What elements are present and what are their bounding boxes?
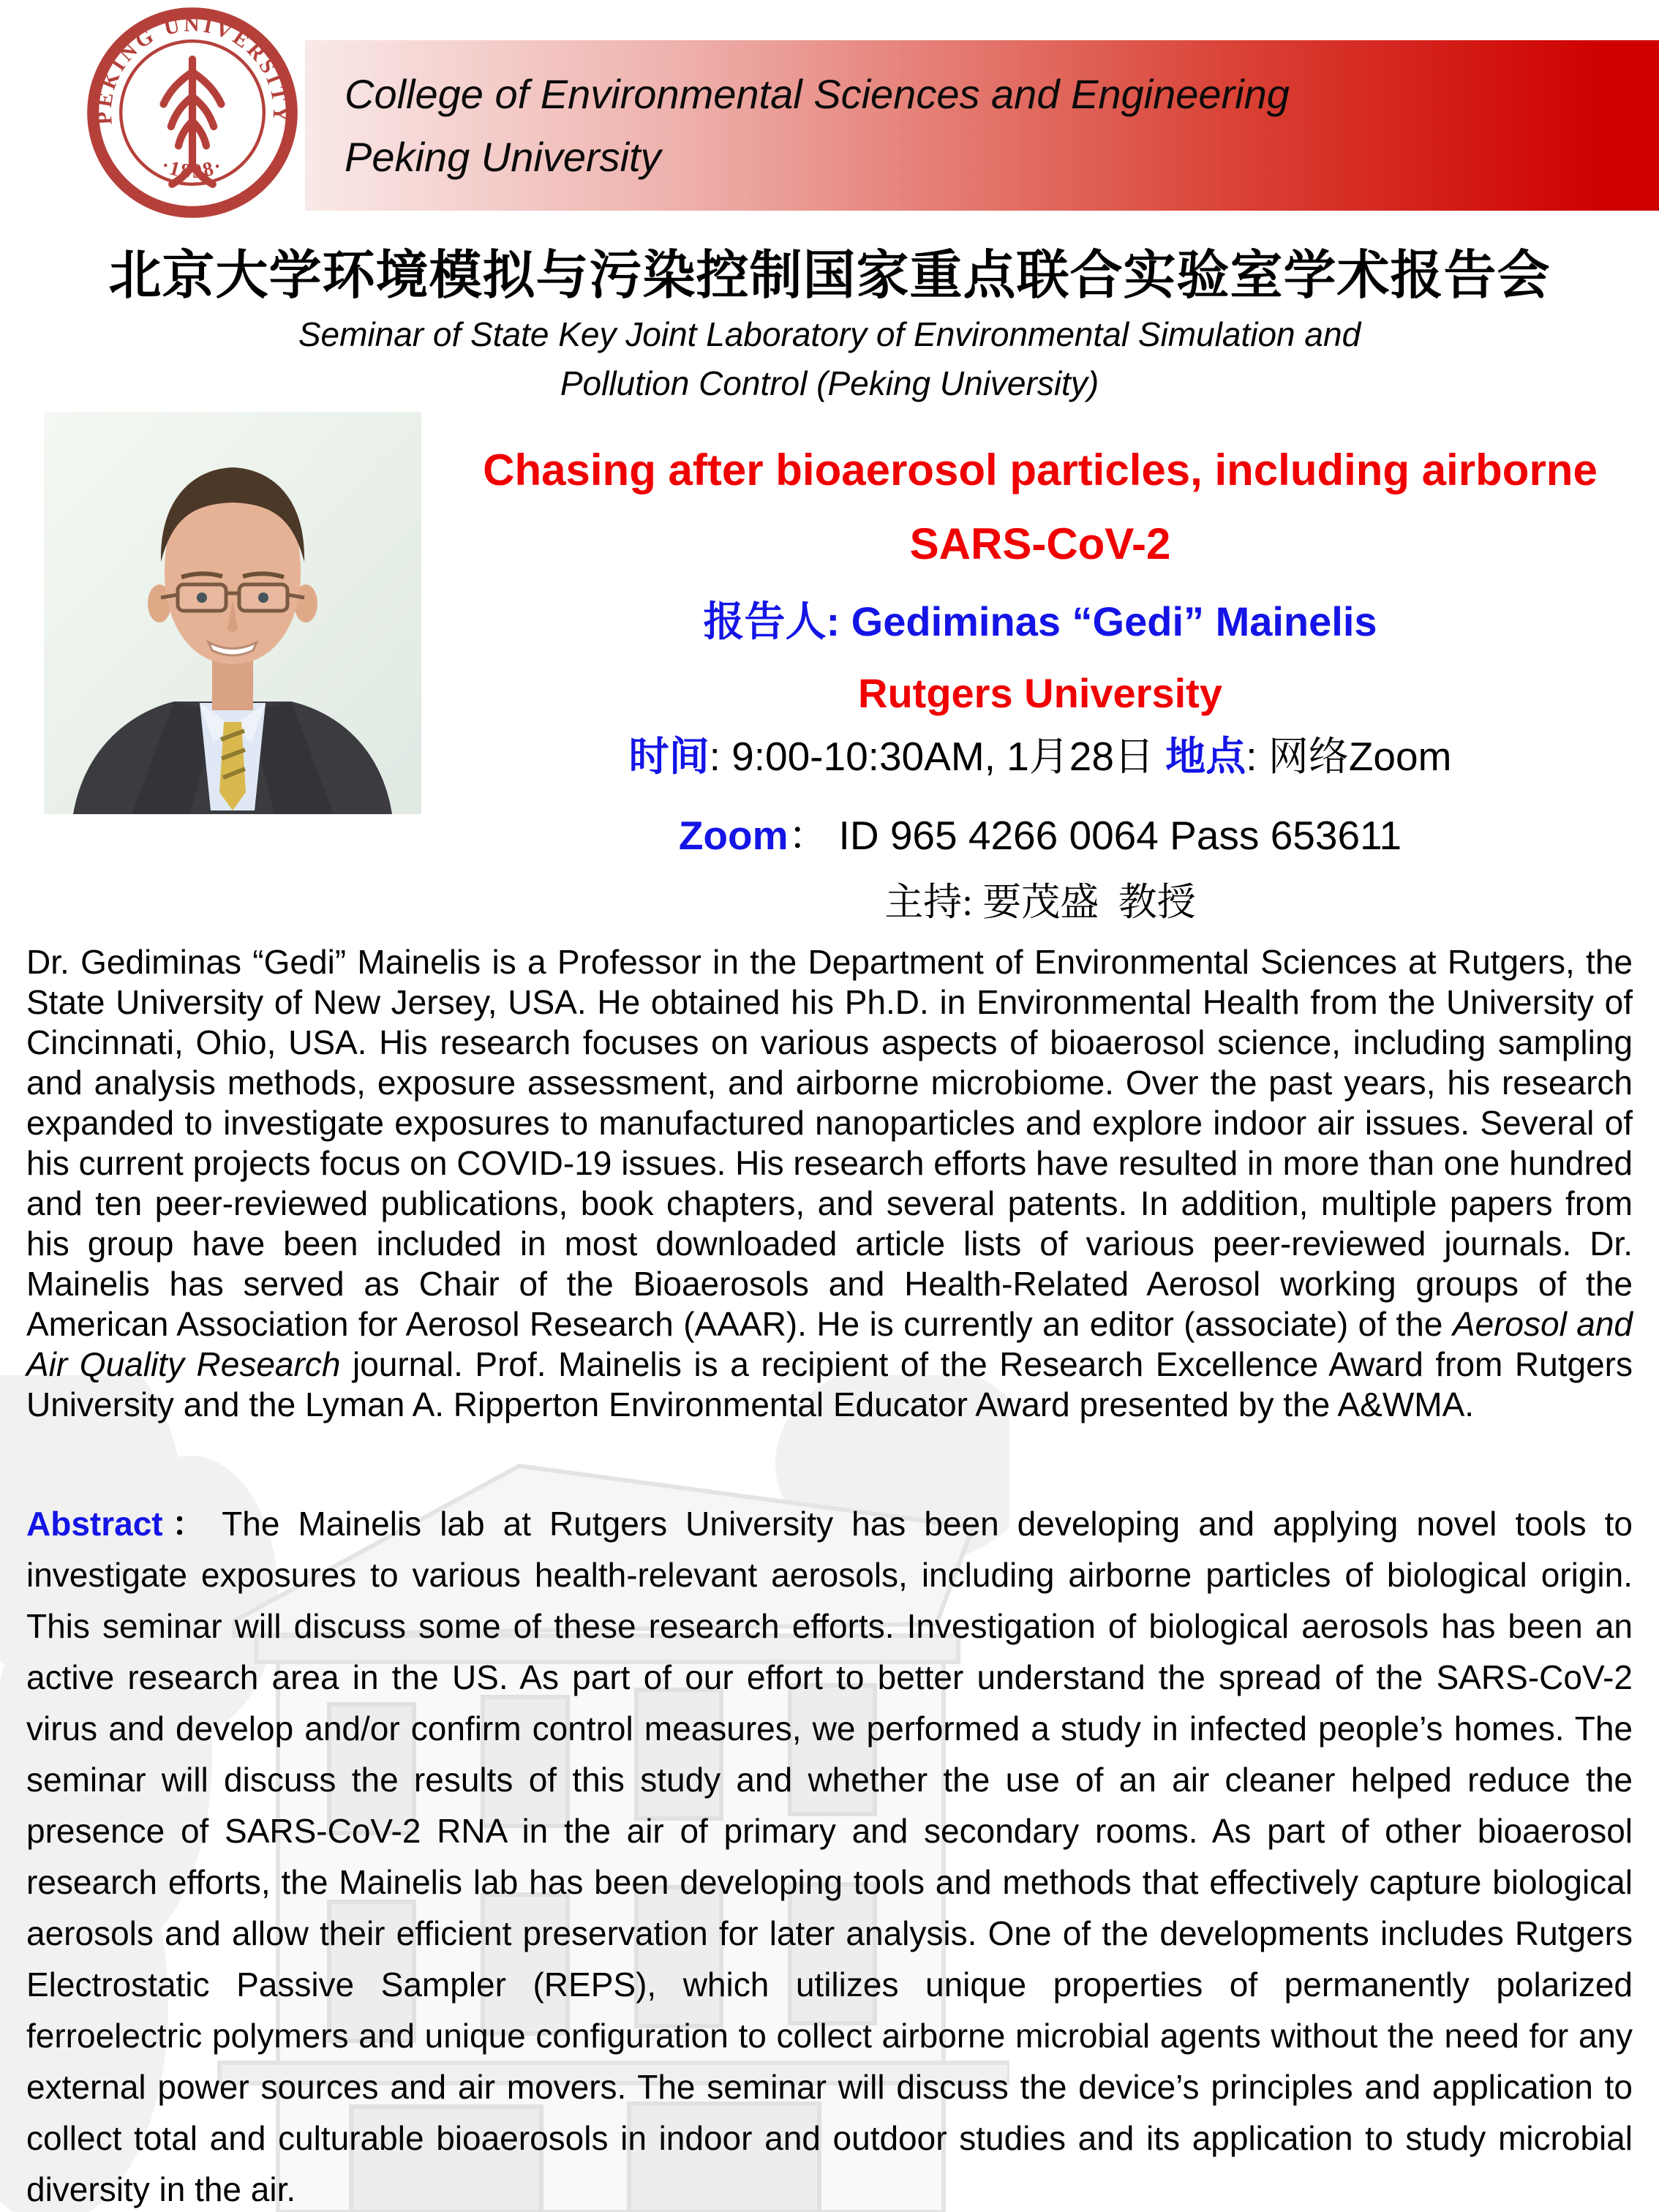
venue-value: : 网络Zoom bbox=[1246, 734, 1452, 779]
banner-college-name: College of Environmental Sciences and Engineering bbox=[345, 70, 1290, 117]
abstract-label: Abstract bbox=[26, 1505, 163, 1543]
bio-text-part2: journal. Prof. Mainelis is a recipient of the Research Excellence Award from Rutgers University and the Lyman A. Ripperton Environmental Educator Award presented by the A&WMA. bbox=[26, 1345, 1633, 1423]
talk-title-line1: Chasing after bioaerosol particles, including airborne bbox=[483, 445, 1598, 494]
seminar-subtitle-en-line1: Seminar of State Key Joint Laboratory of Environmental Simulation and bbox=[298, 315, 1361, 353]
talk-title-line2: SARS-CoV-2 bbox=[909, 519, 1171, 568]
seal-arc-text: PEKING UNIVERSITY bbox=[92, 12, 293, 126]
abstract-colon: ： bbox=[162, 1505, 215, 1543]
speaker-photo bbox=[44, 412, 421, 814]
time-venue-line bbox=[421, 734, 1659, 779]
host-line: 主持: 要茂盛 教授 bbox=[884, 881, 1196, 924]
header-banner bbox=[305, 40, 1659, 211]
time-value: : 9:00-10:30AM, 1月28日 bbox=[709, 734, 1166, 779]
talk-abstract bbox=[26, 1498, 1633, 2212]
seal-year-text: ·1898· bbox=[157, 154, 227, 184]
seminar-title-cn: 北京大学环境模拟与污染控制国家重点联合实验室学术报告会 bbox=[108, 247, 1551, 305]
speaker-line: 报告人: Gediminas “Gedi” Mainelis bbox=[703, 598, 1377, 644]
peking-university-seal-logo bbox=[80, 6, 304, 219]
time-label: 时间 bbox=[628, 734, 710, 779]
zoom-colon: ： bbox=[788, 813, 829, 858]
venue-label: 地点 bbox=[1165, 734, 1246, 779]
zoom-label: Zoom bbox=[678, 813, 789, 858]
zoom-id-pass: ID 965 4266 0064 Pass 653611 bbox=[838, 813, 1402, 858]
zoom-meeting-line bbox=[421, 813, 1659, 858]
speaker-affiliation: Rutgers University bbox=[858, 670, 1222, 716]
banner-university-name: Peking University bbox=[345, 133, 661, 180]
seminar-subtitle-en-line2: Pollution Control (Peking University) bbox=[560, 364, 1099, 402]
speaker-biography bbox=[26, 942, 1633, 1425]
bio-text-part1: Dr. Gediminas “Gedi” Mainelis is a Professor in the Department of Environmental Sciences at Rutgers, the State University of New Jersey, USA. He obtained his Ph.D. in Environmental Health from the University of Cincinnati, Ohio, USA. His research focuses on various aspects of bioaerosol science, including sampling and analysis methods, exposure assessment, and airborne microbiome. Over the past years, his research expanded to investigate exposures to manufactured nanoparticles and explore indoor air issues. Several of his current projects focus on COVID-19 issues. His research efforts have resulted in more than one hundred and ten peer-reviewed publications, book chapters, and several patents. In addition, multiple papers from his group have been included in most downloaded article lists of various peer-reviewed journals. Dr. Mainelis has served as Chair of the Bioaerosols and Health-Related Aerosol working groups of the American Association for Aerosol Research (AAAR). He is currently an editor (associate) of the bbox=[26, 943, 1633, 1343]
abstract-text: The Mainelis lab at Rutgers University has been developing and applying novel tools to investigate exposures to various health-relevant aerosols, including airborne particles of biological origin. This seminar will discuss some of these research efforts. Investigation of biological aerosols has been an active research area in the US. As part of our effort to better understand the spread of the SARS-CoV-2 virus and develop and/or confirm control measures, we performed a study in infected people’s homes. The seminar will discuss the results of this study and whether the use of an air cleaner helped reduce the presence of SARS-CoV-2 RNA in the air of primary and secondary rooms. As part of other bioaerosol research efforts, the Mainelis lab has been developing tools and methods that effectively capture biological aerosols and allow their efficient preservation for later analysis. One of the developments includes Rutgers Electrostatic Passive Sampler (REPS), which utilizes unique properties of permanently polarized ferroelectric polymers and unique configuration to collect airborne microbial agents without the need for any external power sources and air movers. The seminar will discuss the device’s principles and application to collect total and culturable bioaerosols in indoor and outdoor studies and its application to study microbial diversity in the air. bbox=[26, 1505, 1633, 2208]
bio-journal-name: Aerosol and Air Quality Research bbox=[26, 1305, 1633, 1383]
